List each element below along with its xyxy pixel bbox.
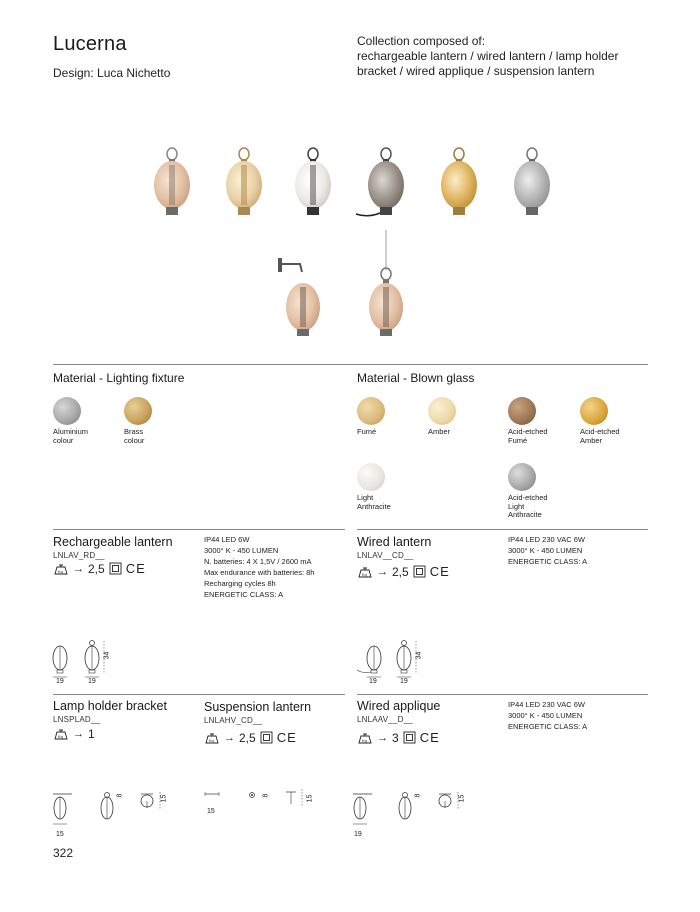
- swatch-acid-fume: [508, 397, 536, 425]
- dimension-drawing-applique: [350, 786, 475, 836]
- weight-value: 2,5: [88, 561, 105, 576]
- lamp-photo-anthracite-clear: [295, 148, 331, 215]
- ce-mark-icon: CE: [276, 730, 297, 745]
- lamp-photo-acid-amber: [441, 148, 477, 215]
- arrow-icon: →: [224, 731, 235, 744]
- product-name-applique: Wired applique: [357, 699, 441, 713]
- swatch-aluminium: [53, 397, 81, 425]
- collection-line: rechargeable lantern / wired lantern / lamp holder: [357, 49, 619, 63]
- pack-info-rechargeable: [53, 561, 146, 576]
- weight-icon: [53, 728, 69, 740]
- weight-value: 2,5: [239, 730, 256, 745]
- dim-width-wired: 19: [369, 678, 377, 685]
- dimension-drawing-wired: [354, 638, 429, 688]
- page-number: 322: [53, 846, 74, 860]
- swatch-label-acid-fume: Acid-etched Fumé: [508, 427, 548, 445]
- ce-mark-icon: CE: [419, 730, 440, 745]
- dim-h2-applique: 15: [458, 794, 466, 803]
- dim-h2-suspension: 15: [306, 794, 314, 803]
- dim-width-rechargeable: 19: [56, 678, 64, 685]
- product-code-bracket: LNSPLAD__: [53, 715, 101, 724]
- svg-text:Kg: Kg: [362, 737, 367, 743]
- lamp-photo-acid-fume: [356, 148, 404, 216]
- swatch-label-acid-amber: Acid-etched Amber: [580, 427, 620, 445]
- class-ii-icon: [403, 731, 416, 744]
- lamp-photo-suspension: [369, 230, 403, 336]
- ce-mark-icon: CE: [125, 561, 146, 576]
- swatch-acid-amber: [580, 397, 608, 425]
- svg-text:Kg: Kg: [209, 737, 214, 743]
- lamp-photo-brass-amber: [226, 148, 262, 215]
- pack-info-wired: [357, 564, 450, 579]
- dim-h1-bracket: 8: [116, 793, 124, 798]
- glass-material-heading: Material - Blown glass: [357, 371, 475, 385]
- product-photos: [0, 140, 700, 360]
- arrow-icon: →: [73, 562, 84, 575]
- swatch-acid-light-anthracite: [508, 463, 536, 491]
- product-name-wired: Wired lantern: [357, 535, 432, 549]
- swatch-fume: [357, 397, 385, 425]
- weight-value: 1: [88, 727, 95, 741]
- weight-icon: [204, 732, 220, 744]
- divider: [357, 694, 648, 695]
- collection-line: bracket / wired applique / suspension lantern: [357, 64, 595, 78]
- lamp-photo-aluminium-fume: [154, 148, 190, 215]
- divider: [53, 529, 345, 530]
- svg-text:Kg: Kg: [58, 734, 63, 739]
- dim-width-bracket: 15: [56, 831, 64, 838]
- svg-text:Kg: Kg: [362, 571, 367, 577]
- lamp-photo-acid-light-anthracite: [514, 148, 550, 215]
- class-ii-icon: [260, 731, 273, 744]
- class-ii-icon: [109, 562, 122, 575]
- ce-mark-icon: CE: [429, 564, 450, 579]
- swatch-label-light-anthracite: Light Anthracite: [357, 493, 391, 511]
- weight-icon: [357, 566, 373, 578]
- dim-width-rechargeable-2: 19: [88, 678, 96, 685]
- product-name-bracket: Lamp holder bracket: [53, 699, 167, 713]
- weight-value: 2,5: [392, 564, 409, 579]
- swatch-brass: [124, 397, 152, 425]
- weight-value: 3: [392, 730, 399, 745]
- arrow-icon: →: [377, 731, 388, 744]
- dimension-drawing-bracket: [50, 786, 175, 836]
- arrow-icon: →: [377, 565, 388, 578]
- swatch-label-aluminium: Aluminium colour: [53, 427, 89, 445]
- page-title: Lucerna: [53, 33, 127, 55]
- arrow-icon: →: [73, 728, 84, 740]
- dim-height-rechargeable: 34: [103, 651, 111, 660]
- product-name-suspension: Suspension lantern: [204, 700, 312, 714]
- fixture-material-heading: Material - Lighting fixture: [53, 371, 185, 385]
- lamp-photo-applique: [278, 258, 320, 336]
- dim-h1-applique: 8: [414, 793, 422, 798]
- divider: [357, 529, 648, 530]
- product-code-applique: LNLAAV__D__: [357, 715, 413, 724]
- class-ii-icon: [413, 565, 426, 578]
- swatch-label-fume: Fumé: [357, 427, 377, 436]
- specs-rechargeable: IP44 LED 6W 3000° K - 450 LUMEN N. batteries: 4 X 1,5V / 2600 mA Max endurance with batteries: 8h Recharging cycles 8h ENERGETIC CLASS: A: [204, 535, 315, 599]
- product-code-wired: LNLAV__CD__: [357, 551, 414, 560]
- swatch-label-amber: Amber: [428, 427, 451, 436]
- collection-description: [357, 34, 657, 79]
- dim-width-applique: 19: [354, 831, 362, 838]
- designer-credit: Design: Luca Nichetto: [53, 66, 171, 80]
- svg-text:Kg: Kg: [58, 568, 63, 574]
- swatch-label-brass: Brass colour: [124, 427, 145, 445]
- specs-wired: IP44 LED 230 VAC 6W 3000° K - 450 LUMEN ENERGETIC CLASS: A: [508, 535, 588, 566]
- dimension-drawing-suspension: [202, 786, 322, 816]
- pack-info-suspension: [204, 730, 297, 745]
- product-name-rechargeable: Rechargeable lantern: [53, 535, 173, 549]
- dim-height-wired: 34: [415, 651, 423, 660]
- swatch-label-acid-light-anthracite: Acid-etched Light Anthracite: [508, 493, 548, 519]
- specs-applique: IP44 LED 230 VAC 6W 3000° K - 450 LUMEN ENERGETIC CLASS: A: [508, 700, 588, 731]
- divider: [53, 364, 648, 365]
- product-code-rechargeable: LNLAV_RD__: [53, 551, 105, 560]
- divider: [53, 694, 345, 695]
- product-code-suspension: LNLAHV_CD__: [204, 716, 263, 725]
- weight-icon: [357, 732, 373, 744]
- pack-info-bracket: [53, 727, 95, 741]
- collection-line: Collection composed of:: [357, 34, 486, 48]
- dim-width-wired-2: 19: [400, 678, 408, 685]
- weight-icon: [53, 563, 69, 575]
- dim-width-suspension: 15: [207, 808, 215, 815]
- dim-h1-suspension: 8: [262, 793, 270, 798]
- pack-info-applique: [357, 730, 440, 745]
- swatch-light-anthracite: [357, 463, 385, 491]
- swatch-amber: [428, 397, 456, 425]
- dim-h2-bracket: 15: [160, 794, 168, 803]
